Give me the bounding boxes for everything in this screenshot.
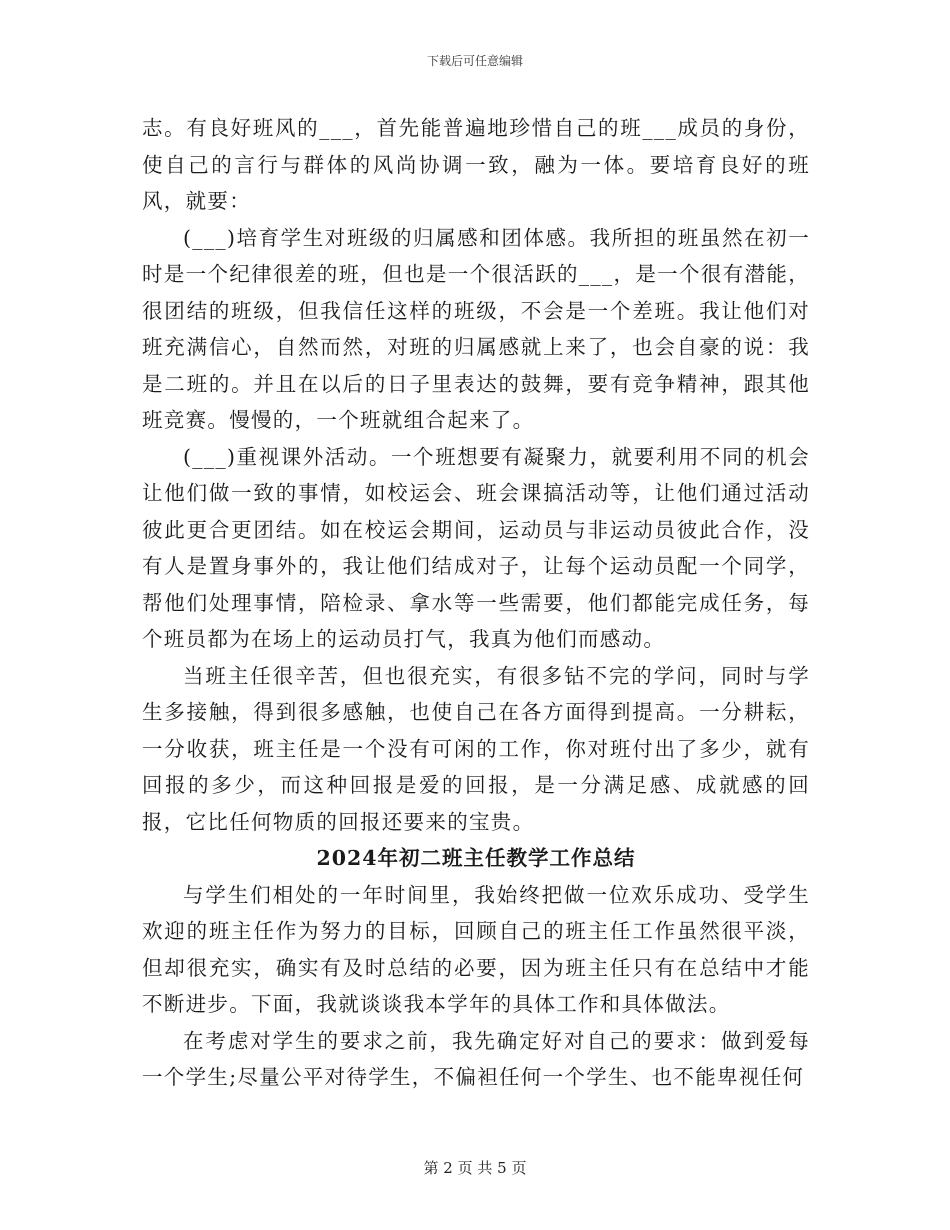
paragraph: 与学生们相处的一年时间里，我始终把做一位欢乐成功、受学生欢迎的班主任作为努力的目标，回顾自己的班主任工作虽然很平淡，但却很充实，确实有及时总结的必要，因为班主任只有在总结中才能不断进步。下面，我就谈谈我本学年的具体工作和具体做法。 <box>142 882 810 1016</box>
paragraph: 在考虑对学生的要求之前，我先确定好对自己的要求：做到爱每一个学生;尽量公平对待学生，不偏袒任何一个学生、也不能卑视任何 <box>142 1028 810 1089</box>
paragraph: (___)培育学生对班级的归属感和团体感。我所担的班虽然在初一时是一个纪律很差的班，但也是一个很活跃的___，是一个很有潜能，很团结的班级，但我信任这样的班级，不会是一个差班。我让他们对班充满信心，自然而然，对班的归属感就上来了，也会自豪的说：我是二班的。并且在以后的日子里表达的鼓舞，要有竞争精神，跟其他班竞赛。慢慢的，一个班就组合起来了。 <box>142 225 810 432</box>
page-header: 下载后可任意编辑 <box>426 54 523 68</box>
paragraph: 当班主任很辛苦，但也很充实，有很多钻不完的学问，同时与学生多接触，得到很多感触，也使自己在各方面得到提高。一分耕耘，一分收获，班主任是一个没有可闲的工作，你对班付出了多少，就有回报的多少，而这种回报是爱的回报，是一分满足感、成就感的回报，它比任何物质的回报还要来的宝贵。 <box>142 663 810 834</box>
paragraph: (___)重视课外活动。一个班想要有凝聚力，就要利用不同的机会让他们做一致的事情，如校运会、班会课搞活动等，让他们通过活动彼此更合更团结。如在校运会期间，运动员与非运动员彼此合作，没有人是置身事外的，我让他们结成对子，让每个运动员配一个同学，帮他们处理事情，陪检录、拿水等一些需要，他们都能完成任务，每个班员都为在场上的运动员打气，我真为他们而感动。 <box>142 444 810 651</box>
document-body <box>142 110 810 1096</box>
paragraph: 志。有良好班风的___，首先能普遍地珍惜自己的班___成员的身份，使自己的言行与群体的风尚协调一致，融为一体。要培育良好的班风，就要： <box>142 116 810 213</box>
section-title: 2024年初二班主任教学工作总结 <box>316 846 636 870</box>
page-footer: 第 2 页 共 5 页 <box>423 1159 527 1177</box>
